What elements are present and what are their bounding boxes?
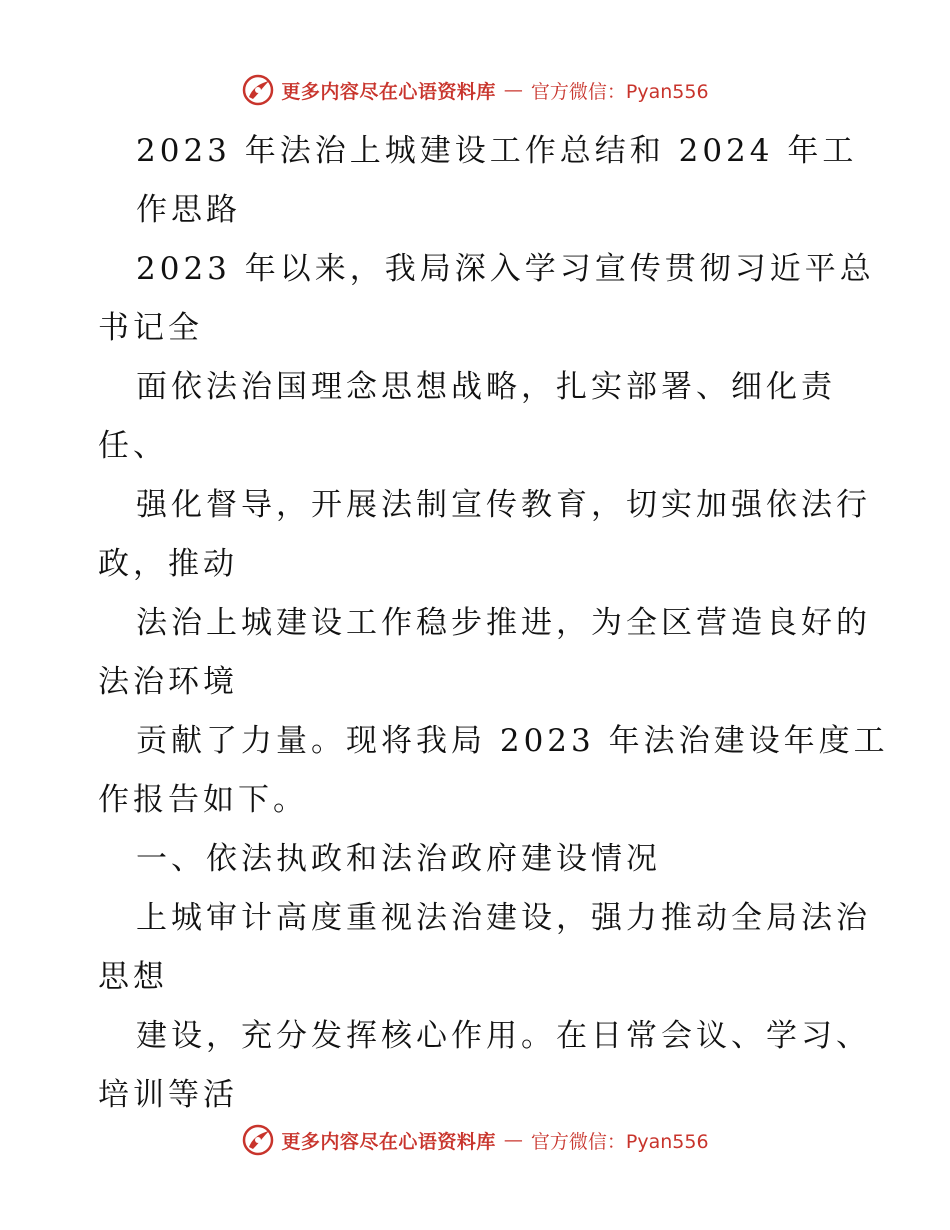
- line-text: 作思路: [136, 192, 241, 228]
- header-watermark: [0, 70, 950, 110]
- line-text: 2023 年以来，我局深入学习宣传贯彻习近平总: [136, 251, 875, 287]
- line-text: 培训等活: [98, 1077, 238, 1113]
- watermark-separator: —: [503, 1129, 523, 1151]
- text-line: [98, 771, 878, 830]
- line-text: 一、依法执政和法治政府建设情况: [136, 841, 661, 877]
- text-line: [98, 181, 878, 240]
- line-text: 思想: [98, 959, 168, 995]
- footer-watermark: [0, 1120, 950, 1160]
- watermark-separator: —: [503, 79, 523, 101]
- line-text: 任、: [98, 428, 168, 464]
- text-line: [98, 948, 878, 1007]
- watermark-brand-text: 更多内容尽在心语资料库: [281, 80, 496, 103]
- text-line: [98, 712, 889, 771]
- watermark-banner: [241, 73, 708, 107]
- watermark-contact-text: 官方微信：Pyan556: [530, 80, 709, 103]
- line-text: 建设，充分发挥核心作用。在日常会议、学习、: [136, 1018, 871, 1054]
- text-line: [98, 830, 878, 889]
- text-line: [98, 535, 878, 594]
- brand-logo-icon: [241, 1123, 275, 1157]
- text-line: [98, 594, 878, 653]
- text-line: [98, 417, 878, 476]
- line-text: 2023 年法治上城建设工作总结和 2024 年工: [136, 133, 858, 169]
- watermark-brand-text: 更多内容尽在心语资料库: [281, 1130, 496, 1153]
- text-line: [98, 1066, 878, 1125]
- text-line: [98, 122, 878, 181]
- line-text: 贡献了力量。现将我局 2023 年法治建设年度工: [136, 723, 889, 759]
- document-body: [98, 122, 889, 1125]
- line-text: 上城审计高度重视法治建设，强力推动全局法治: [136, 900, 871, 936]
- text-line: [98, 240, 878, 299]
- line-text: 法治上城建设工作稳步推进，为全区营造良好的: [136, 605, 871, 641]
- line-text: 作报告如下。: [98, 782, 308, 818]
- line-text: 面依法治国理念思想战略，扎实部署、细化责: [136, 369, 836, 405]
- line-text: 政，推动: [98, 546, 238, 582]
- text-line: [98, 889, 878, 948]
- line-text: 书记全: [98, 310, 203, 346]
- watermark-banner: [241, 1123, 708, 1157]
- brand-logo-icon: [241, 73, 275, 107]
- text-line: [98, 1007, 878, 1066]
- text-line: [98, 299, 878, 358]
- line-text: 强化督导，开展法制宣传教育，切实加强依法行: [136, 487, 871, 523]
- text-line: [98, 653, 878, 712]
- watermark-contact-text: 官方微信：Pyan556: [530, 1130, 709, 1153]
- text-line: [98, 358, 878, 417]
- text-line: [98, 476, 878, 535]
- line-text: 法治环境: [98, 664, 238, 700]
